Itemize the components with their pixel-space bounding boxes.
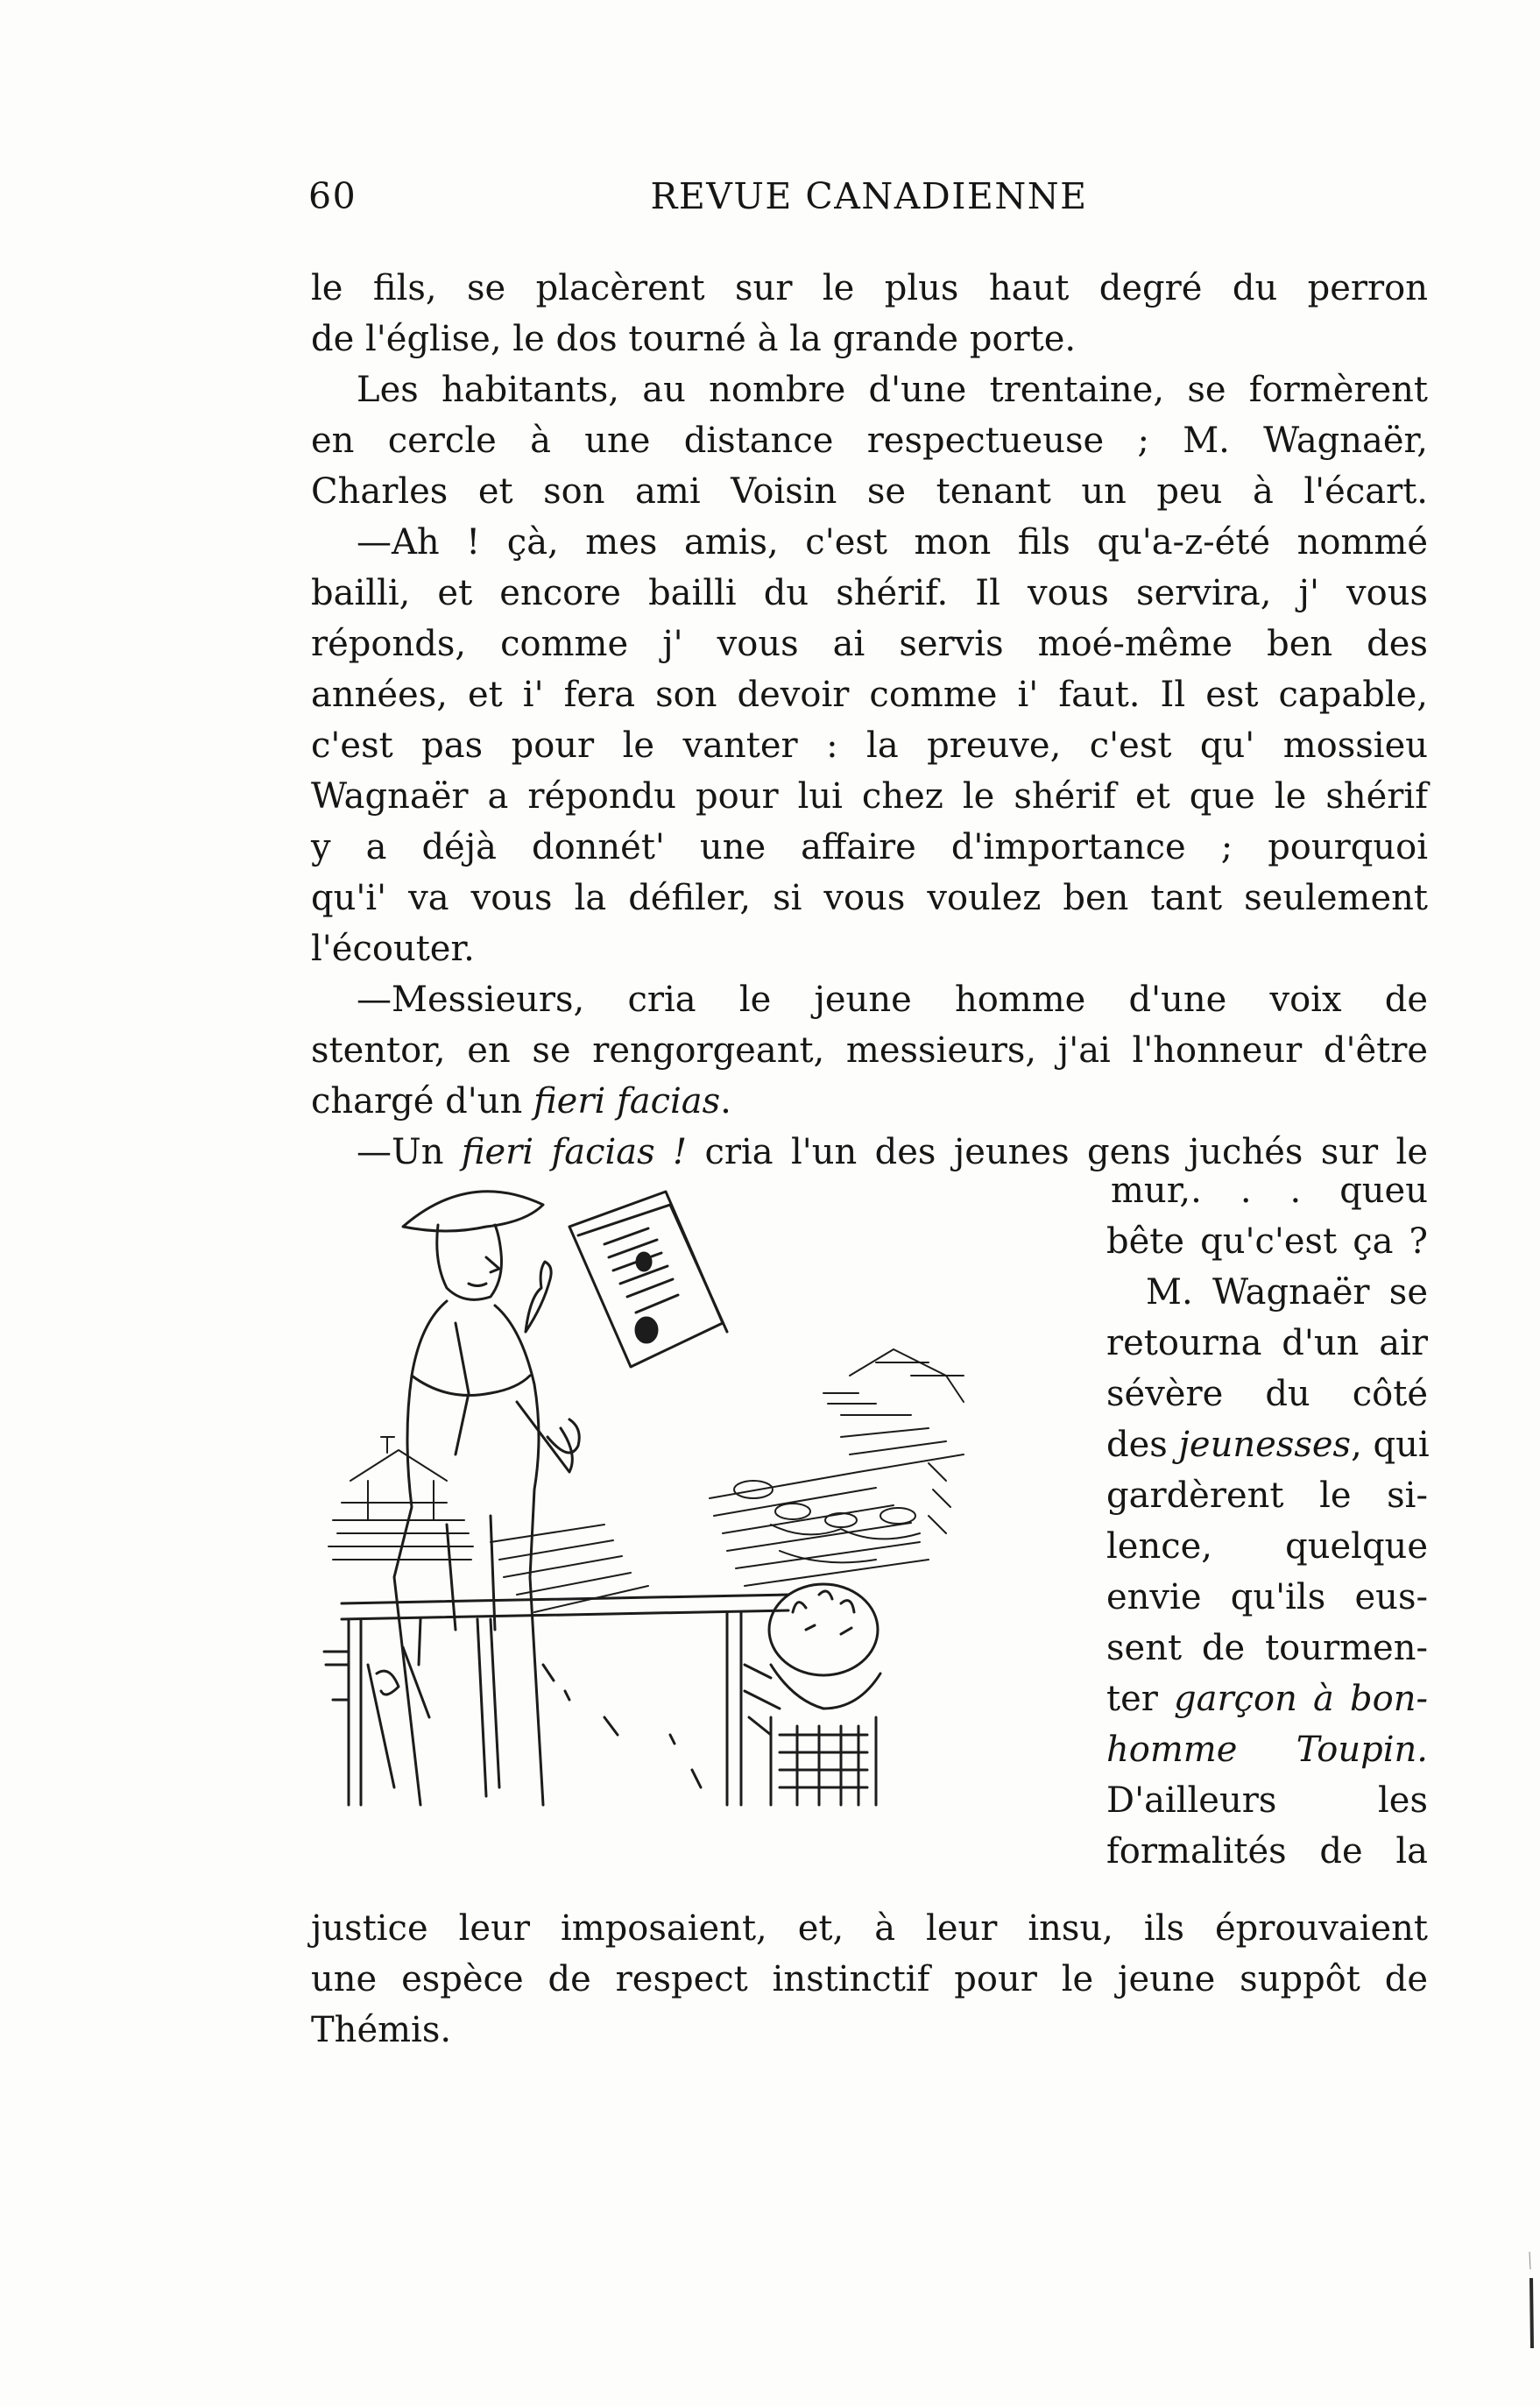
crowd-sketch xyxy=(491,1428,964,1612)
text-line: Wagnaër a répondu pour lui chez le shérif et que le shérif xyxy=(311,776,1428,817)
text-line: qu'i' va vous la défiler, si vous voulez ben tant seulement xyxy=(311,878,1428,918)
text-line: envie qu'ils eus- xyxy=(1106,1577,1428,1617)
text-line: une espèce de respect instinctif pour le jeune suppôt de xyxy=(311,1959,1428,1999)
text-line: sévère du côté xyxy=(1106,1374,1428,1414)
text-line: Thémis. xyxy=(311,2010,452,2050)
text-run: cria l'un des jeunes gens juchés sur le xyxy=(687,1132,1428,1172)
paragraph xyxy=(311,974,1428,1127)
text-line: stentor, en se rengorgeant, messieurs, j'ai l'honneur d'être xyxy=(311,1030,1428,1071)
text-line: lence, quelque xyxy=(1106,1526,1428,1567)
bailiff-figure xyxy=(377,1192,579,1805)
paragraph xyxy=(311,364,1428,517)
text-line: Les habitants, au nombre d'une trentaine, se formèrent xyxy=(357,370,1428,410)
text-line: retourna d'un air xyxy=(1106,1323,1428,1363)
italic-term: fieri facias xyxy=(533,1081,721,1122)
running-header xyxy=(308,175,1430,228)
text-line: justice leur imposaient, et, à leur insu, ils éprouvaient xyxy=(311,1908,1428,1949)
text-run: des xyxy=(1106,1425,1179,1465)
boy-with-hat xyxy=(769,1584,880,1805)
text-line: en cercle à une distance respectueuse ; M. Wagnaër, xyxy=(311,421,1428,461)
text-run: . xyxy=(720,1081,731,1122)
text-line: c'est pas pour le vanter : la preuve, c'est qu' mossieu xyxy=(311,725,1428,766)
page-number: 60 xyxy=(308,175,357,217)
text-line: y a déjà donnét' une affaire d'importance ; pourquoi xyxy=(311,827,1428,867)
text-run: chargé d'un xyxy=(311,1081,533,1122)
text-line: —Messieurs, cria le jeune homme d'une voix de xyxy=(357,980,1428,1020)
paragraph xyxy=(311,517,1428,974)
text-run: —Un xyxy=(357,1132,462,1172)
italic-term: homme Toupin. xyxy=(1106,1730,1428,1770)
text-line: D'ailleurs les xyxy=(1106,1780,1428,1821)
text-line: bailli, et encore bailli du shérif. Il vous servira, j' vous xyxy=(311,573,1428,613)
text-run: ter xyxy=(1106,1679,1175,1719)
text-run: , qui xyxy=(1351,1425,1430,1465)
text-line: mur,. . . queu xyxy=(1111,1171,1428,1211)
wooden-railing xyxy=(324,1595,788,1805)
side-text-column xyxy=(1106,1165,1428,1877)
text-line: M. Wagnaër se xyxy=(1146,1272,1428,1313)
text-line: le fils, se placèrent sur le plus haut degré du perron xyxy=(311,268,1428,308)
text-line: réponds, comme j' vous ai servis moé-même ben des xyxy=(311,624,1428,664)
text-line: gardèrent le si- xyxy=(1106,1475,1428,1516)
text-line xyxy=(311,1076,1428,1127)
text-line xyxy=(1106,1674,1428,1724)
italic-term: jeunesses xyxy=(1178,1425,1352,1465)
text-line: années, et i' fera son devoir comme i' faut. Il est capable, xyxy=(311,675,1428,715)
text-line: de l'église, le dos tourné à la grande porte. xyxy=(311,319,1077,359)
italic-term: garçon à bon- xyxy=(1174,1679,1428,1719)
text-line xyxy=(1106,1724,1428,1775)
italic-term: fieri facias ! xyxy=(461,1132,688,1172)
text-line xyxy=(1106,1419,1428,1470)
body-text-bottom xyxy=(311,1903,1428,2056)
paragraph xyxy=(311,1903,1428,2056)
background-houses xyxy=(328,1349,964,1560)
text-line: Charles et son ami Voisin se tenant un peu à l'écart. xyxy=(311,471,1428,512)
body-text-top xyxy=(311,263,1428,1178)
text-line: l'écouter. xyxy=(311,929,475,969)
text-line: bête qu'c'est ça ? xyxy=(1106,1221,1428,1262)
text-line: formalités de la xyxy=(1106,1831,1428,1872)
text-line: sent de tourmen- xyxy=(1106,1628,1428,1668)
bailiff-illustration xyxy=(315,1174,1104,1875)
running-title: REVUE CANADIENNE xyxy=(650,175,1088,217)
text-line: —Ah ! çà, mes amis, c'est mon fils qu'a-z-été nommé xyxy=(357,522,1428,563)
scan-edge-specks xyxy=(1524,2243,1538,2374)
writ-document xyxy=(569,1192,727,1367)
paragraph xyxy=(311,263,1428,364)
